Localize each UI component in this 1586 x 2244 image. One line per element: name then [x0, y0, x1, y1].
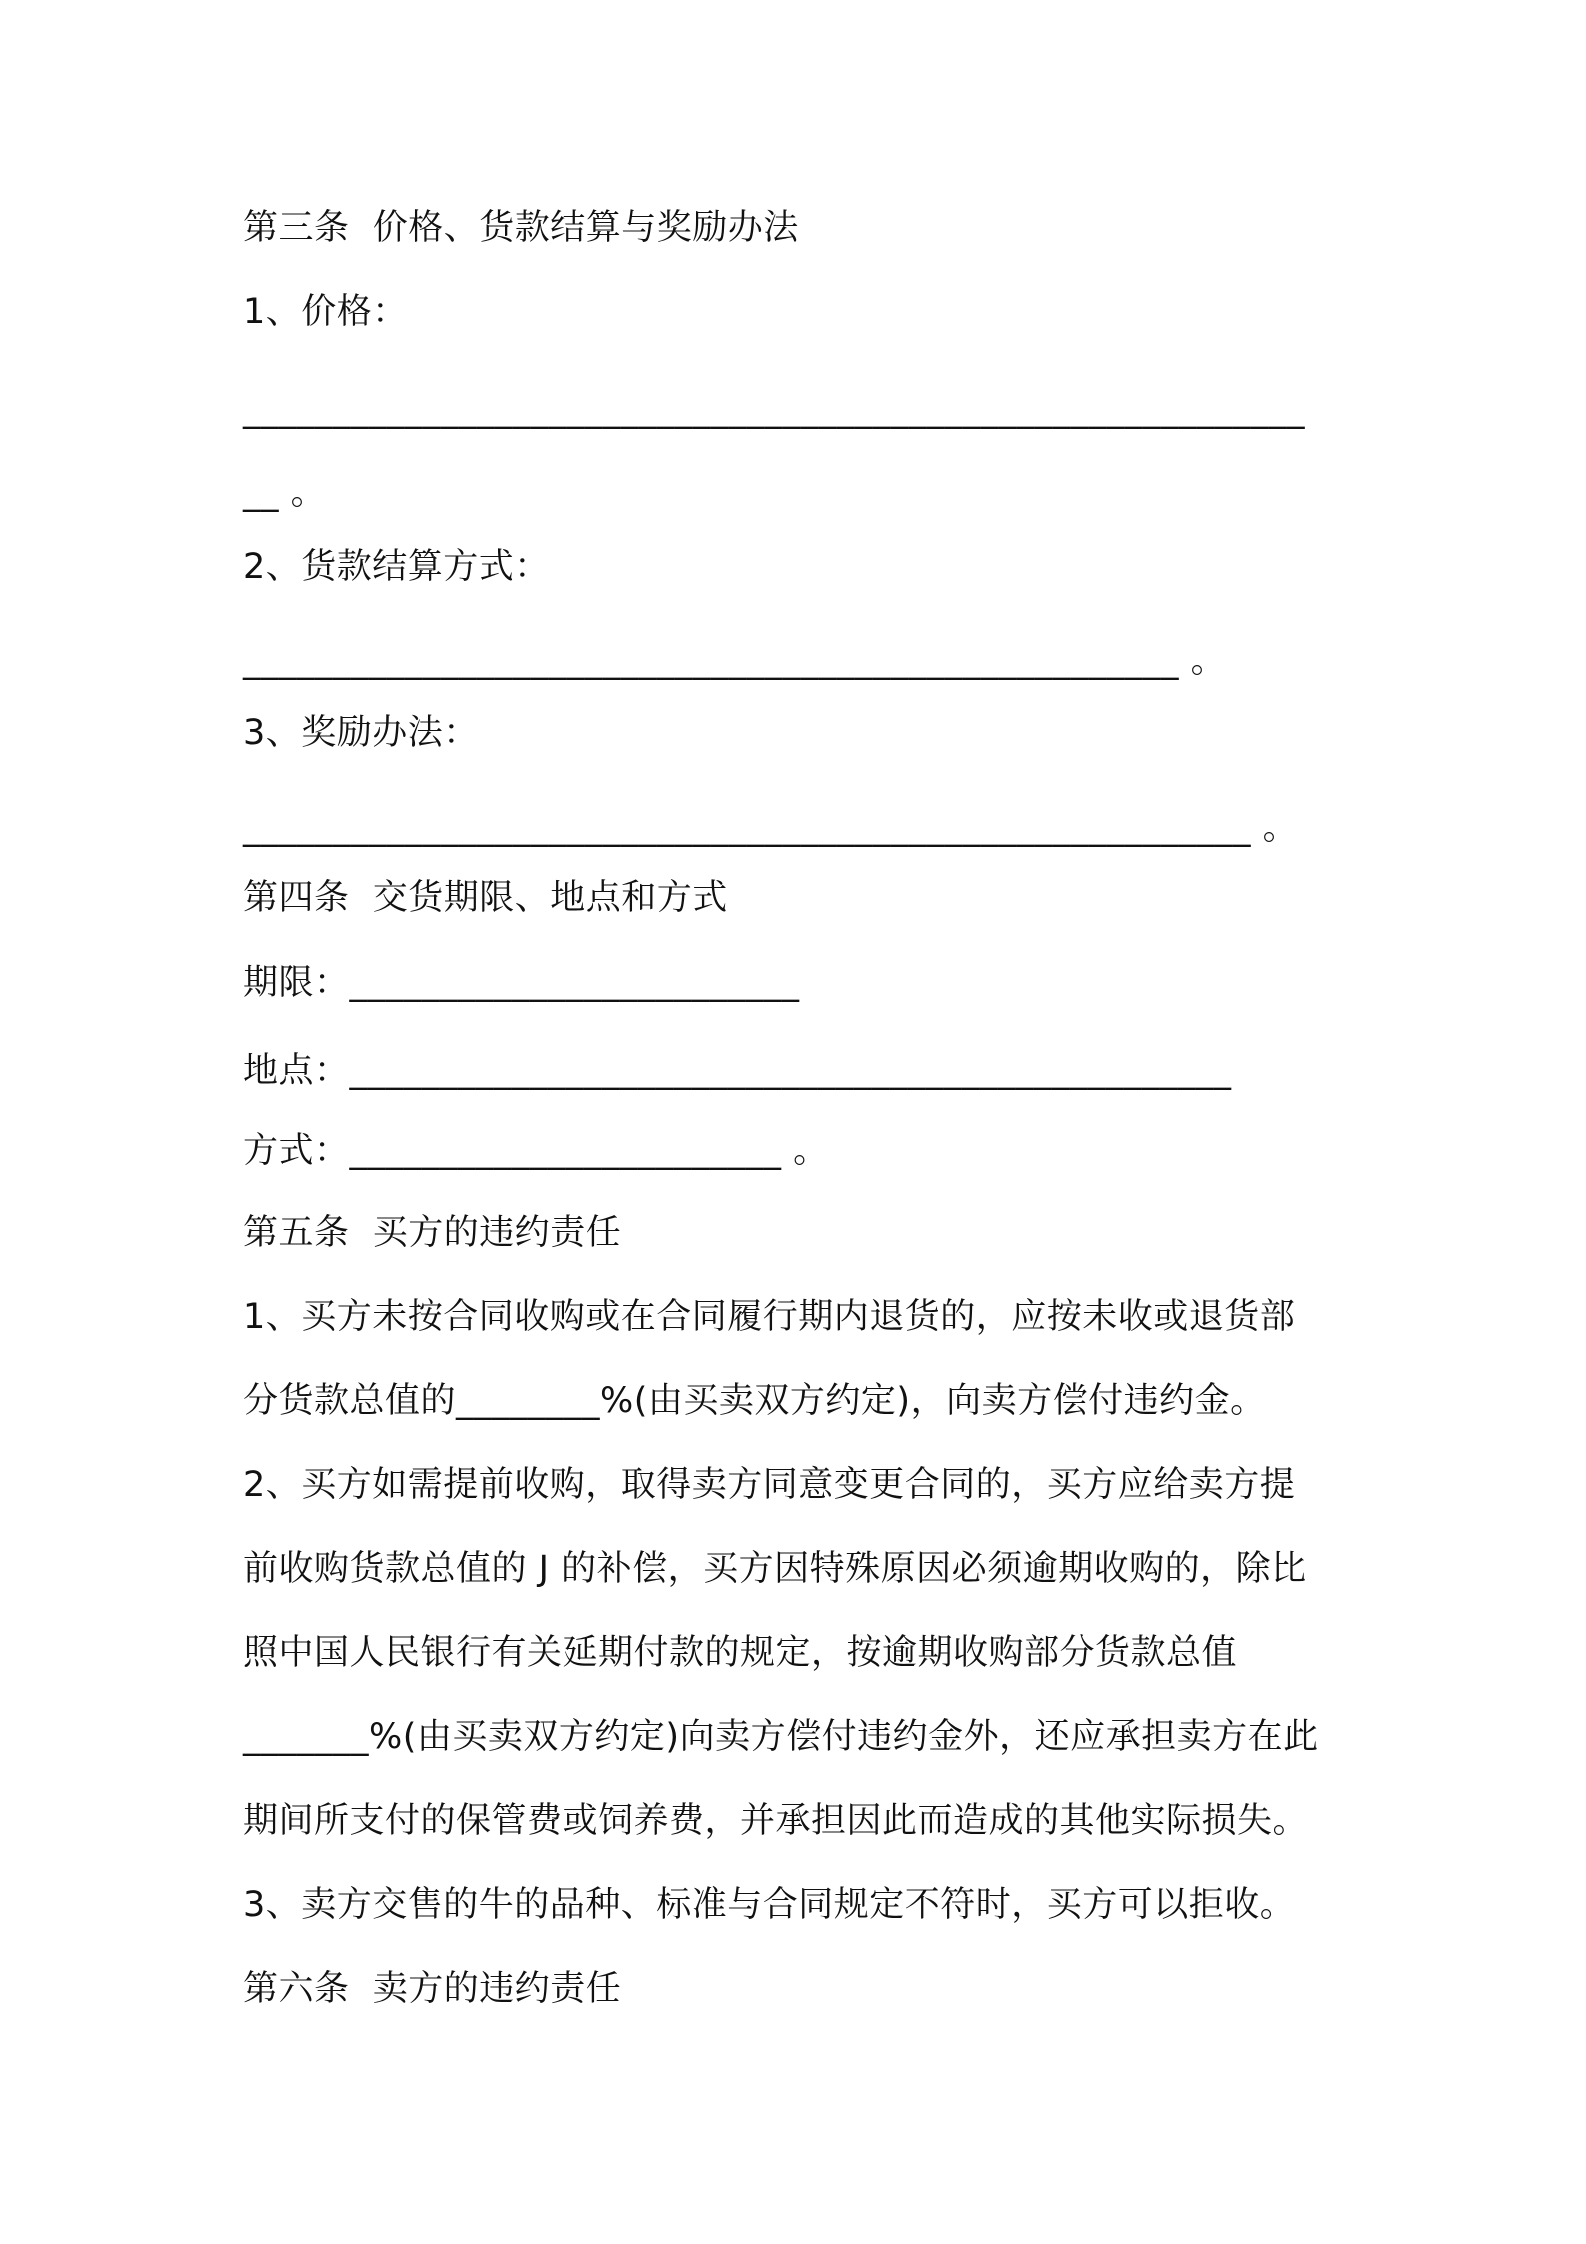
price-blank-line: ___________________________________________________________ — [243, 390, 1305, 430]
delivery-place-field: 地点：_________________________________________________ — [243, 1051, 1232, 1091]
reward-label: 3、奖励办法： — [243, 713, 479, 753]
buyer-breach-clause-2-line-1: 2、买方如需提前收购，取得卖方同意变更合同的，买方应给卖方提 — [243, 1465, 1296, 1505]
delivery-term-field: 期限：_________________________ — [243, 963, 800, 1003]
buyer-breach-clause-2-line-4: _______%(由买卖双方约定)向卖方偿付违约金外，还应承担卖方在此 — [243, 1717, 1319, 1757]
buyer-breach-clause-2-line-2: 前收购货款总值的 J 的补偿，买方因特殊原因必须逾期收购的，除比 — [243, 1549, 1307, 1589]
reward-blank-line: ________________________________________________________ 。 — [243, 808, 1299, 848]
settlement-label: 2、货款结算方式： — [243, 547, 550, 587]
article-5-heading: 第五条 买方的违约责任 — [243, 1213, 622, 1253]
article-3-heading: 第三条 价格、货款结算与奖励办法 — [243, 208, 799, 248]
buyer-breach-clause-1-line-2: 分货款总值的________%(由买卖双方约定)，向卖方偿付违约金。 — [243, 1381, 1266, 1421]
settlement-blank-line: ____________________________________________________ 。 — [243, 641, 1227, 681]
buyer-breach-clause-3: 3、卖方交售的牛的品种、标准与合同规定不符时，买方可以拒收。 — [243, 1885, 1296, 1925]
price-label: 1、价格： — [243, 292, 408, 332]
article-4-heading: 第四条 交货期限、地点和方式 — [243, 878, 728, 918]
price-blank-end: __ 。 — [243, 473, 327, 513]
buyer-breach-clause-2-line-3: 照中国人民银行有关延期付款的规定，按逾期收购部分货款总值 — [243, 1633, 1238, 1673]
article-6-heading: 第六条 卖方的违约责任 — [243, 1969, 622, 2009]
delivery-method-field: 方式：________________________ 。 — [243, 1131, 829, 1171]
buyer-breach-clause-1-line-1: 1、买方未按合同收购或在合同履行期内退货的，应按未收或退货部 — [243, 1297, 1296, 1337]
buyer-breach-clause-2-line-5: 期间所支付的保管费或饲养费，并承担因此而造成的其他实际损失。 — [243, 1801, 1309, 1841]
